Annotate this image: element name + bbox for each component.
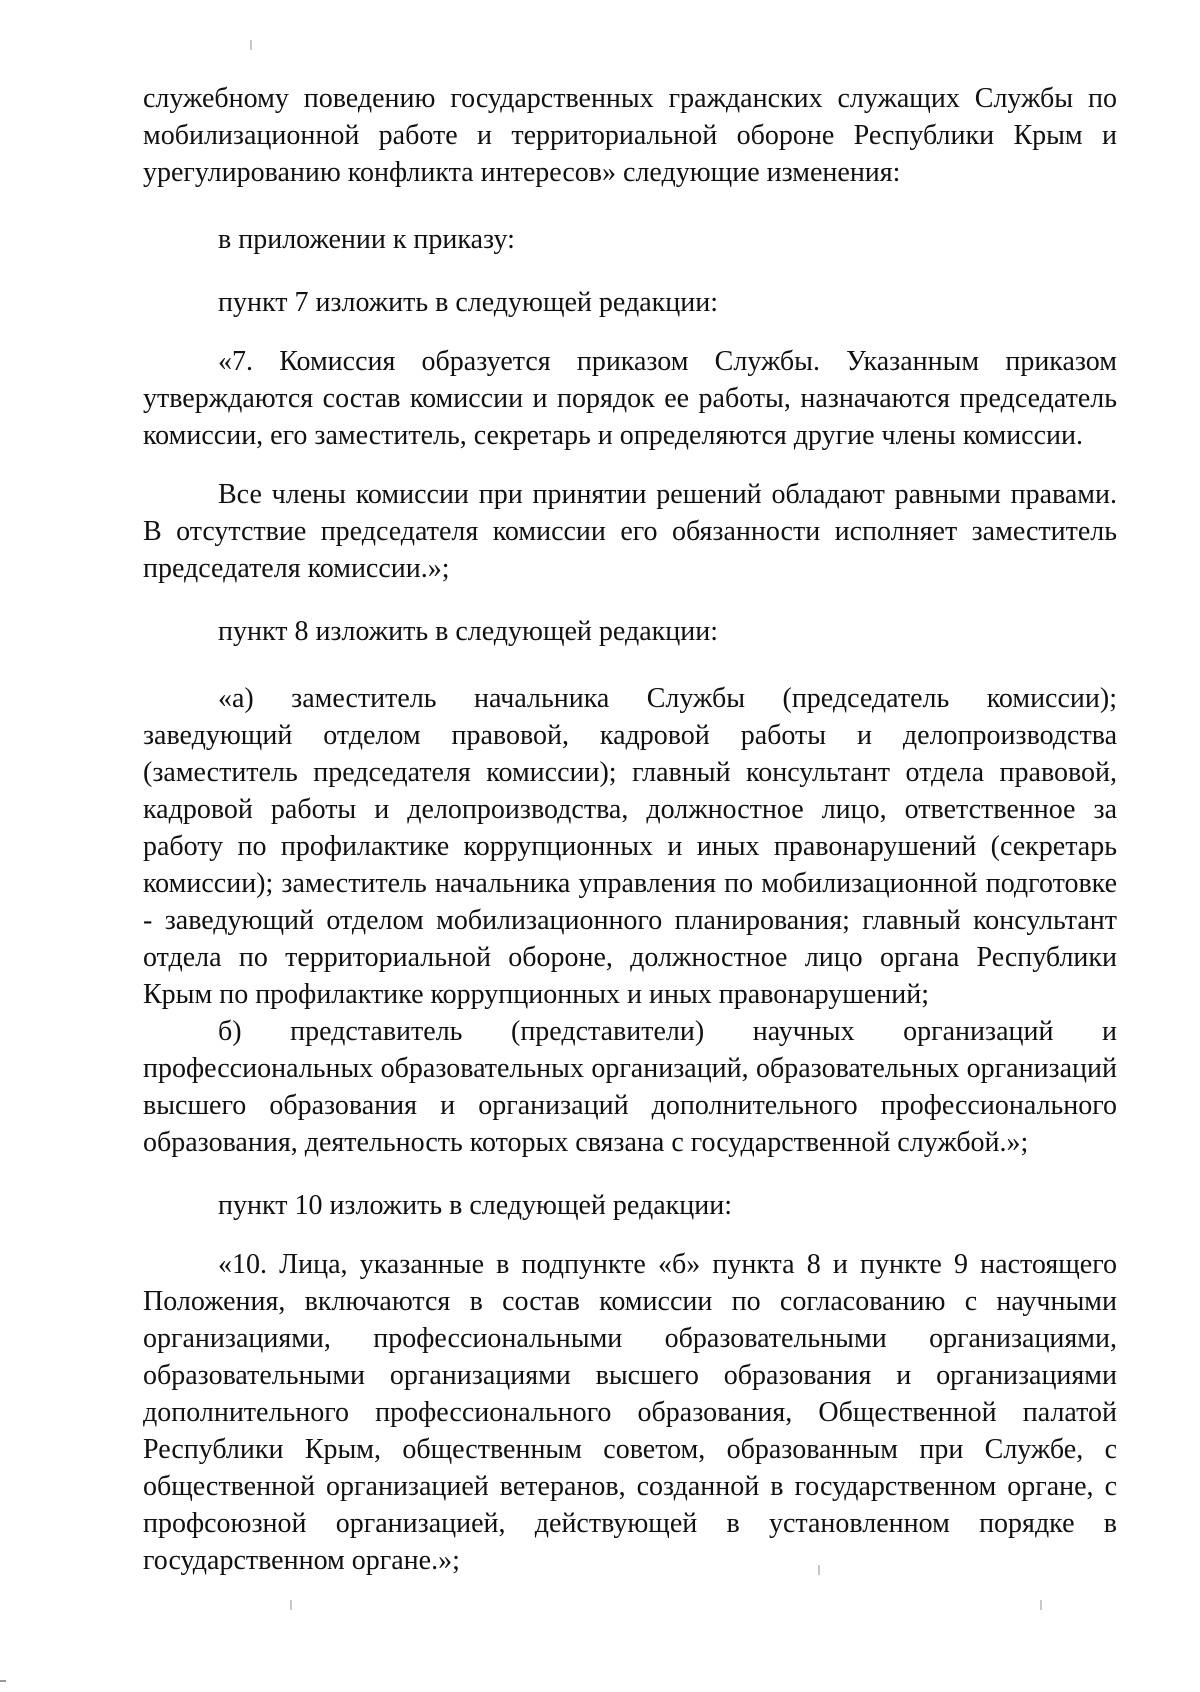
paragraph-item-8-heading: пункт 8 изложить в следующей редакции: <box>218 616 718 647</box>
paragraph-item-7-heading: пункт 7 изложить в следующей редакции: <box>218 287 718 318</box>
scan-mark <box>290 1600 292 1610</box>
paragraph-item-8b: б) представитель (представители) научных организаций и профессиональных образовательных организаций, образовательных организаций высшего образования и организаций дополнительного профессионального образования, деятельность которых связана с государственной службой.»; <box>143 1016 1117 1158</box>
paragraph-item-10-heading: пункт 10 изложить в следующей редакции: <box>218 1190 732 1221</box>
document-body <box>143 80 1117 1579</box>
paragraph-item-10-text: «10. Лица, указанные в подпункте «б» пункта 8 и пункте 9 настоящего Положения, включаются в состав комиссии по согласованию с научными организациями, профессиональными образовательными организациями, образовательными организациями высшего образования и организациями дополнительного профессионального образования, Общественной палатой Республики Крым, общественным советом, образованным при Службе, с общественной организацией ветеранов, созданной в государственном органе, с профсоюзной организацией, действующей в установленном порядке в государственном органе.»; <box>143 1249 1117 1576</box>
paragraph-item-7-text: «7. Комиссия образуется приказом Службы. Указанным приказом утверждаются состав комиссии и порядок ее работы, назначаются председатель комиссии, его заместитель, секретарь и определяются другие члены комиссии. <box>143 346 1117 451</box>
scan-mark <box>1040 1600 1042 1610</box>
scan-mark <box>0 1680 6 1682</box>
paragraph-item-8a: «а) заместитель начальника Службы (председатель комиссии); заведующий отделом правовой, кадровой работы и делопроизводства (заместитель председателя комиссии); главный консультант отдела правовой, кадровой работы и делопроизводства, должностное лицо, ответственное за работу по профилактике коррупционных и иных правонарушений (секретарь комиссии); заместитель начальника управления по мобилизационной подготовке - заведующий отделом мобилизационного планирования; главный консультант отдела по территориальной обороне, должностное лицо органа Республики Крым по профилактике коррупционных и иных правонарушений; <box>143 683 1117 1010</box>
scan-mark <box>250 40 252 50</box>
paragraph-appendix: в приложении к приказу: <box>218 224 515 255</box>
paragraph-intro: служебному поведению государственных гражданских служащих Службы по мобилизационной работе и территориальной обороне Республики Крым и урегулированию конфликта интересов» следующие изменения: <box>143 83 1117 188</box>
scan-mark <box>818 1565 820 1575</box>
paragraph-equal-rights: Все члены комиссии при принятии решений обладают равными правами. В отсутствие председателя комиссии его обязанности исполняет заместитель председателя комиссии.»; <box>143 479 1117 584</box>
